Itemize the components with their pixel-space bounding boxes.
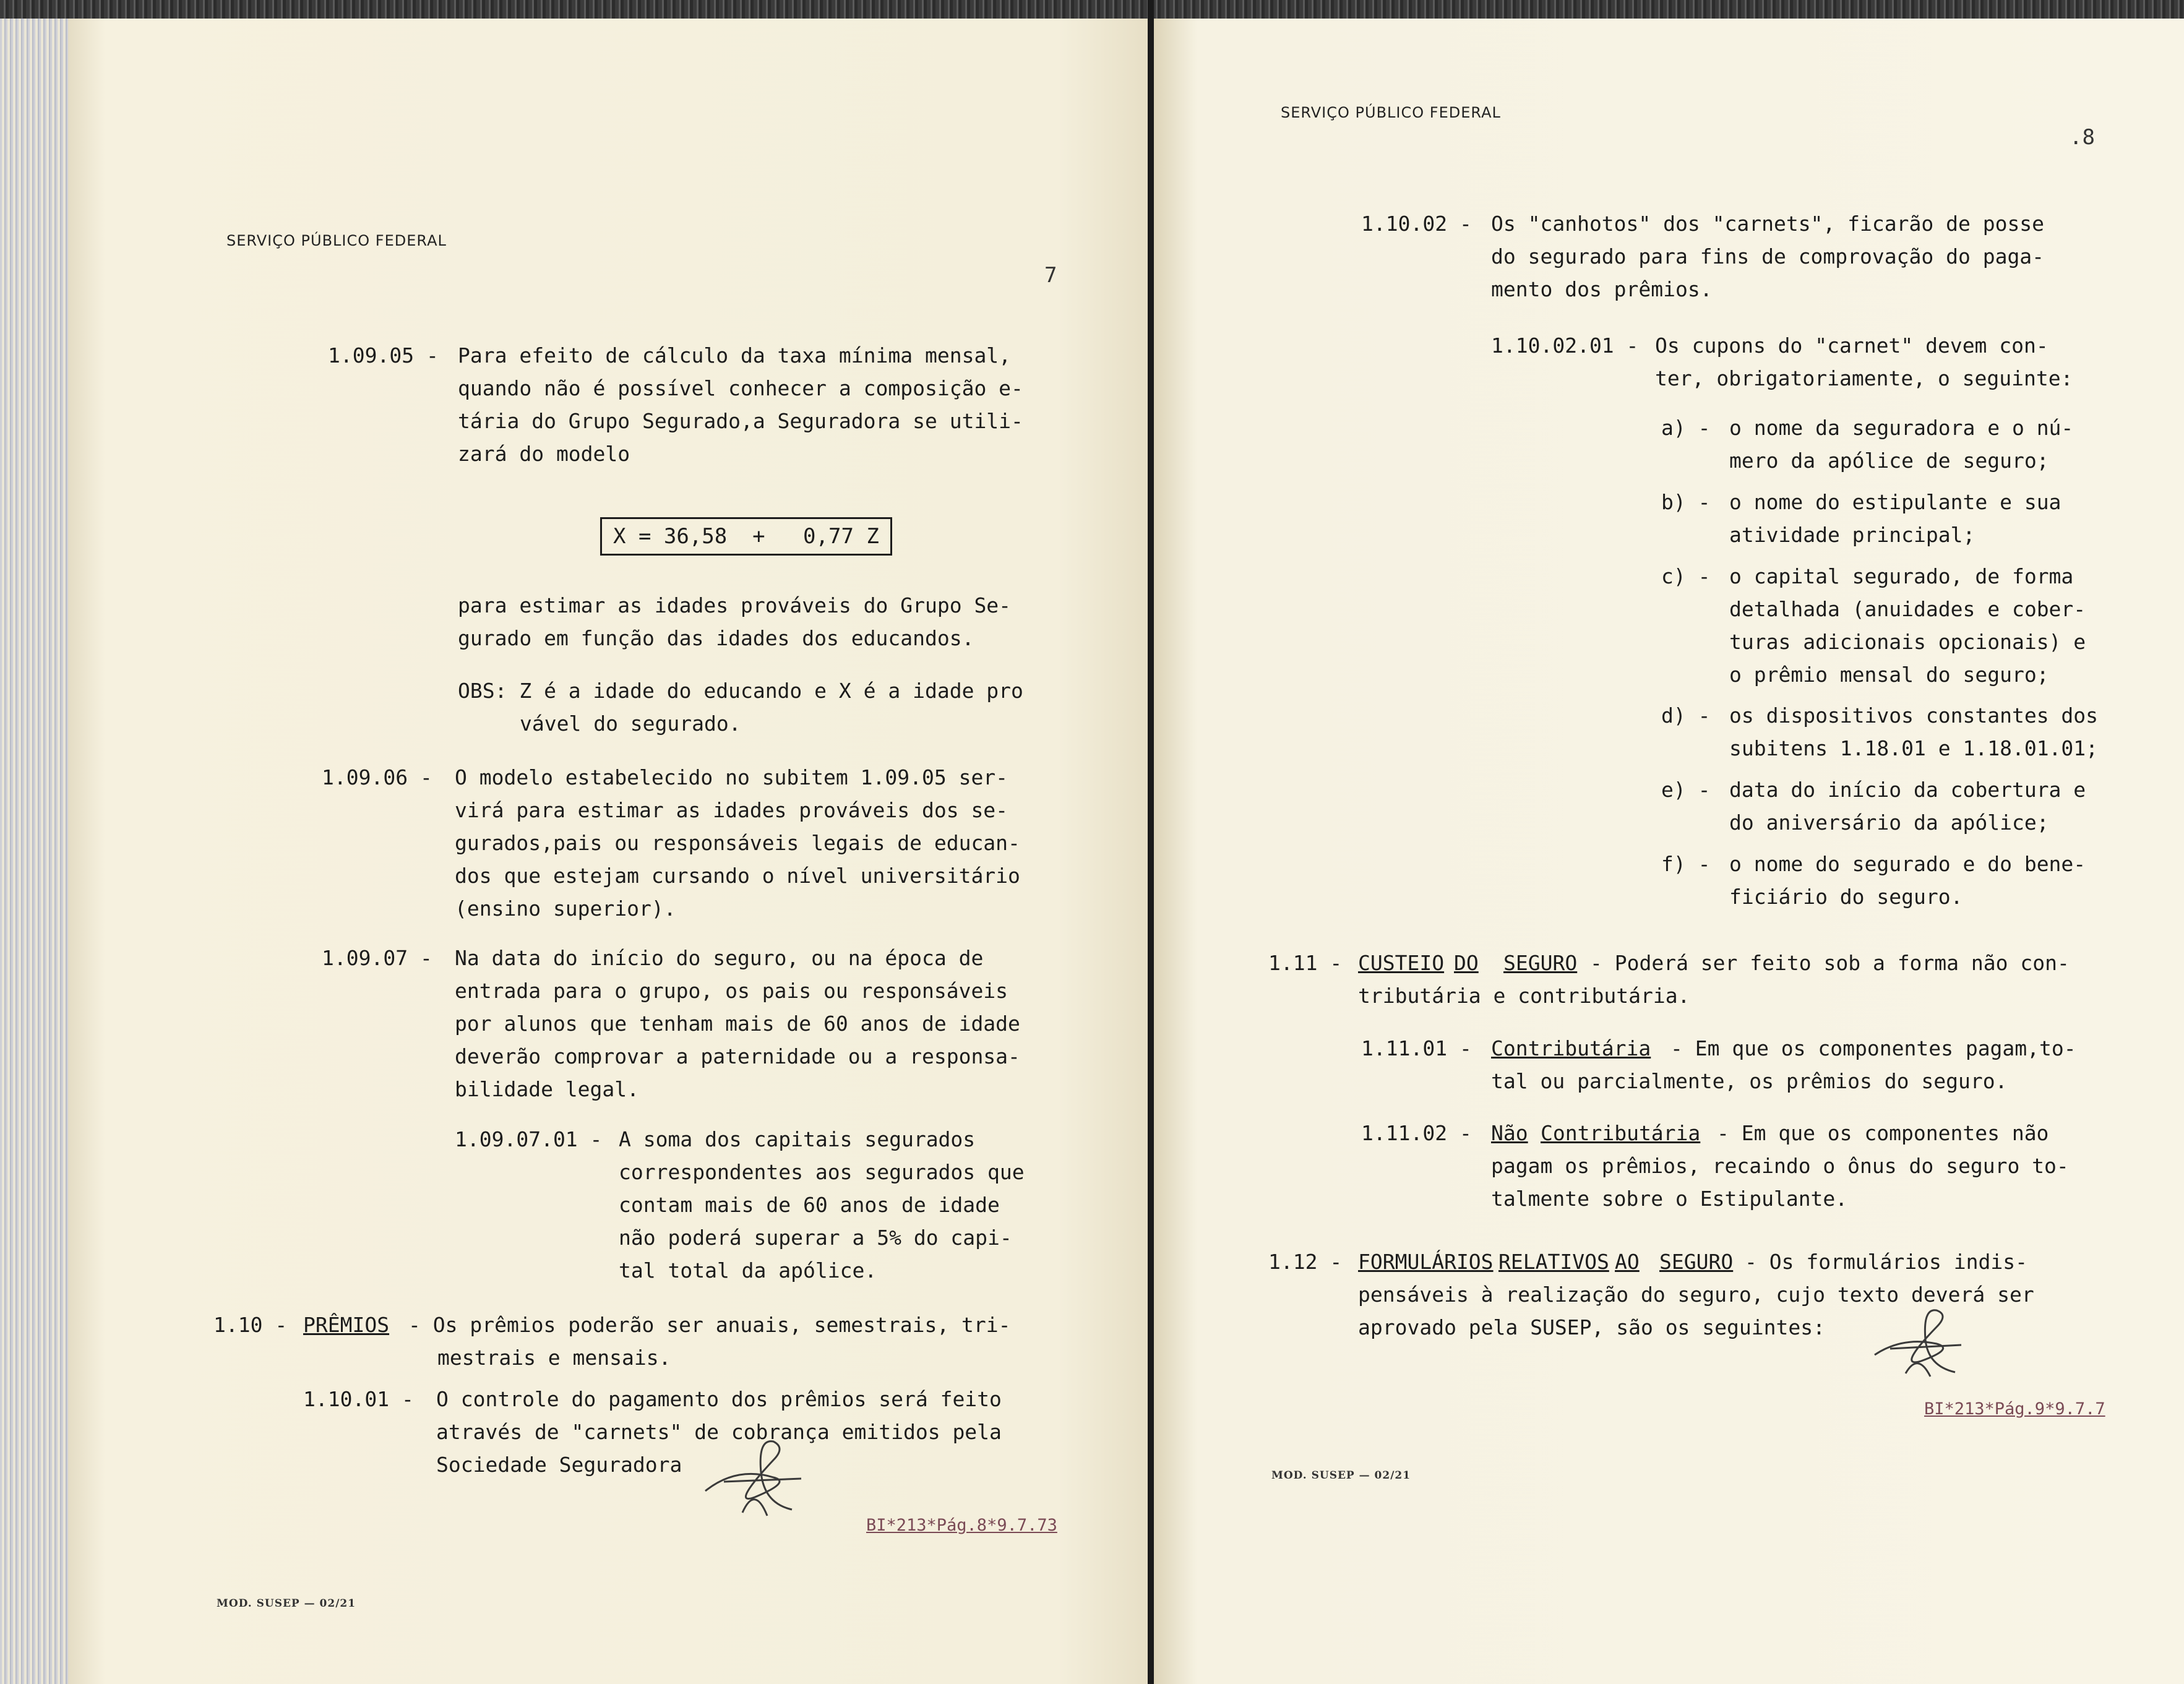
- section-title: FORMULÁRIOS: [1358, 1250, 1494, 1274]
- section-title: Não: [1491, 1121, 1528, 1145]
- section-title: PRÊMIOS: [303, 1313, 390, 1337]
- text-line: detalhada (anuidades e cober-: [1729, 597, 2086, 621]
- text-line: - Os formulários indis-: [1745, 1250, 2027, 1274]
- item-number: 1.10.02.01 -: [1491, 333, 1639, 358]
- text-line: Sociedade Seguradora: [436, 1453, 682, 1477]
- archive-stamp: BI*213*Pág.9*9.7.7: [1924, 1399, 2105, 1419]
- item-number: 1.11.02 -: [1361, 1121, 1472, 1145]
- item-number: 1.09.05 -: [328, 343, 439, 367]
- text-line: aprovado pela SUSEP, são os seguintes:: [1358, 1315, 1825, 1339]
- section-title: DO: [1454, 951, 1479, 975]
- page-header: SERVIÇO PÚBLICO FEDERAL: [1281, 104, 1501, 121]
- text-line: entrada para o grupo, os pais ou responsáveis: [455, 979, 1008, 1003]
- text-line: Na data do início do seguro, ou na época de: [455, 946, 984, 970]
- text-line: gurados,pais ou responsáveis legais de educan-: [455, 831, 1020, 855]
- text-line: - Em que os componentes não: [1717, 1121, 2049, 1145]
- text-line: vável do segurado.: [520, 711, 741, 736]
- section-title: Contributária: [1491, 1036, 1651, 1060]
- text-line: mento dos prêmios.: [1491, 277, 1713, 301]
- item-number: 1.12 -: [1268, 1250, 1343, 1274]
- item-number: 1.11 -: [1268, 951, 1343, 975]
- text-line: para estimar as idades prováveis do Grupo Se-: [458, 593, 1012, 617]
- item-number: 1.09.07.01 -: [455, 1127, 603, 1151]
- text-line: ter, obrigatoriamente, o seguinte:: [1655, 366, 2073, 390]
- section-title: CUSTEIO: [1358, 951, 1445, 975]
- item-label: b) -: [1661, 490, 1711, 514]
- formula-box: X = 36,58 + 0,77 Z: [600, 517, 892, 556]
- text-line: Para efeito de cálculo da taxa mínima mensal,: [458, 343, 1012, 367]
- item-number: 1.09.07 -: [322, 946, 432, 970]
- right-page: [1154, 19, 2184, 1684]
- book-top-edge: [0, 0, 2184, 21]
- signature-icon: [1868, 1299, 1967, 1380]
- text-line: Os "canhotos" dos "carnets", ficarão de posse: [1491, 212, 2045, 236]
- item-label: e) -: [1661, 778, 1711, 802]
- archive-stamp: BI*213*Pág.8*9.7.73: [866, 1516, 1057, 1535]
- section-title: SEGURO: [1503, 951, 1578, 975]
- form-code-footer: MOD. SUSEP — 02/21: [217, 1597, 356, 1610]
- left-page: [68, 19, 1148, 1684]
- text-line: dos que estejam cursando o nível universitário: [455, 864, 1020, 888]
- text-line: correspondentes aos segurados que: [619, 1160, 1025, 1184]
- page-number: .8: [2070, 125, 2095, 150]
- text-line: tal total da apólice.: [619, 1258, 877, 1282]
- text-line: pensáveis à realização do seguro, cujo texto deverá ser: [1358, 1282, 2034, 1307]
- text-line: do segurado para fins de comprovação do paga-: [1491, 244, 2045, 268]
- text-line: ficiário do seguro.: [1729, 885, 1963, 909]
- form-code-footer: MOD. SUSEP — 02/21: [1271, 1469, 1411, 1482]
- text-line: quando não é possível conhecer a composição e-: [458, 376, 1023, 400]
- page-header: SERVIÇO PÚBLICO FEDERAL: [226, 232, 447, 249]
- item-number: 1.10.01 -: [303, 1387, 414, 1411]
- item-number: 1.10 -: [213, 1313, 288, 1337]
- text-line: mestrais e mensais.: [437, 1346, 671, 1370]
- text-line: pagam os prêmios, recaindo o ônus do seguro to-: [1491, 1154, 2069, 1178]
- section-title: Contributária: [1541, 1121, 1701, 1145]
- text-line: contam mais de 60 anos de idade: [619, 1193, 1000, 1217]
- text-line: virá para estimar as idades prováveis dos se-: [455, 798, 1008, 822]
- text-line: deverão comprovar a paternidade ou a responsa-: [455, 1044, 1020, 1068]
- section-title: RELATIVOS: [1498, 1250, 1609, 1274]
- text-line: OBS: Z é a idade do educando e X é a idade pro: [458, 679, 1023, 703]
- text-line: (ensino superior).: [455, 896, 676, 921]
- text-line: o nome do segurado e do bene-: [1729, 852, 2086, 876]
- text-line: O controle do pagamento dos prêmios será feito: [436, 1387, 1002, 1411]
- text-line: não poderá superar a 5% do capi-: [619, 1226, 1012, 1250]
- text-line: A soma dos capitais segurados: [619, 1127, 976, 1151]
- item-number: 1.10.02 -: [1361, 212, 1472, 236]
- item-label: c) -: [1661, 564, 1711, 588]
- text-line: talmente sobre o Estipulante.: [1491, 1187, 1848, 1211]
- item-label: a) -: [1661, 416, 1711, 440]
- text-line: - Os prêmios poderão ser anuais, semestrais, tri-: [408, 1313, 1011, 1337]
- text-line: subitens 1.18.01 e 1.18.01.01;: [1729, 736, 2099, 760]
- page-number: 7: [1044, 263, 1057, 288]
- text-line: - Em que os componentes pagam,to-: [1670, 1036, 2076, 1060]
- section-title: AO: [1615, 1250, 1640, 1274]
- section-title: SEGURO: [1659, 1250, 1734, 1274]
- text-line: o capital segurado, de forma: [1729, 564, 2074, 588]
- text-line: o nome da seguradora e o nú-: [1729, 416, 2074, 440]
- text-line: o nome do estipulante e sua: [1729, 490, 2061, 514]
- text-line: bilidade legal.: [455, 1077, 640, 1101]
- text-line: turas adicionais opcionais) e: [1729, 630, 2086, 654]
- text-line: O modelo estabelecido no subitem 1.09.05 ser-: [455, 765, 1008, 789]
- book-gutter: [1148, 0, 1154, 1684]
- text-line: do aniversário da apólice;: [1729, 810, 2049, 835]
- text-line: por alunos que tenham mais de 60 anos de idade: [455, 1012, 1020, 1036]
- item-label: f) -: [1661, 852, 1711, 876]
- text-line: atividade principal;: [1729, 523, 1975, 547]
- signature-icon: [699, 1423, 810, 1522]
- text-line: tal ou parcialmente, os prêmios do seguro.: [1491, 1069, 2008, 1093]
- item-number: 1.09.06 -: [322, 765, 432, 789]
- text-line: através de "carnets" de cobrança emitidos pela: [436, 1420, 1002, 1444]
- text-line: zará do modelo: [458, 442, 630, 466]
- text-line: gurado em função das idades dos educandos.: [458, 626, 974, 650]
- text-line: - Poderá ser feito sob a forma não con-: [1590, 951, 2070, 975]
- text-line: o prêmio mensal do seguro;: [1729, 663, 2049, 687]
- text-line: tária do Grupo Segurado,a Seguradora se utili-: [458, 409, 1023, 433]
- item-number: 1.11.01 -: [1361, 1036, 1472, 1060]
- item-label: d) -: [1661, 703, 1711, 728]
- text-line: tributária e contributária.: [1358, 984, 1690, 1008]
- text-line: os dispositivos constantes dos: [1729, 703, 2099, 728]
- text-line: Os cupons do "carnet" devem con-: [1655, 333, 2049, 358]
- page-edges: [0, 19, 68, 1684]
- text-line: mero da apólice de seguro;: [1729, 449, 2049, 473]
- text-line: data do início da cobertura e: [1729, 778, 2086, 802]
